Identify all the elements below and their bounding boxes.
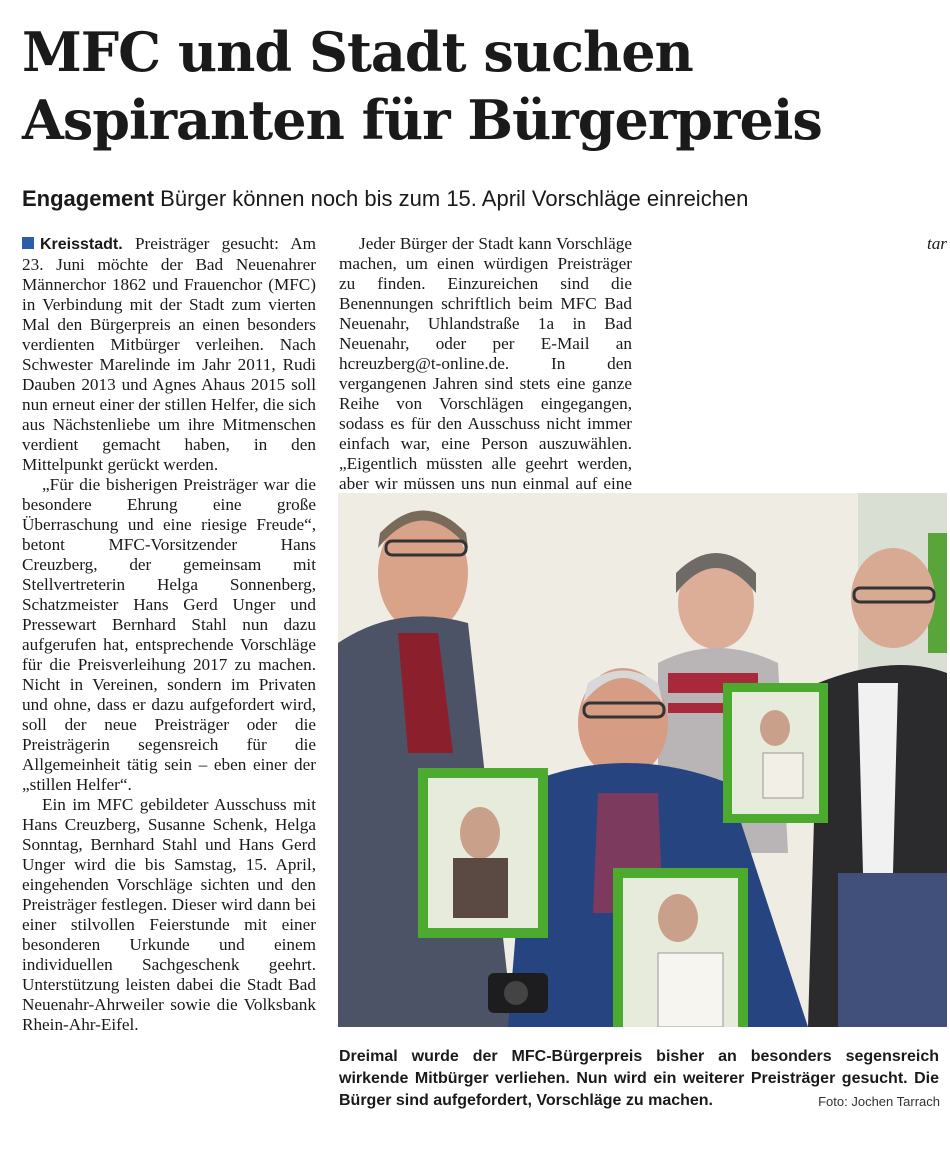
kicker: Engagement xyxy=(22,186,155,211)
headline-line-2: Aspiranten für Bürgerpreis xyxy=(22,88,822,152)
article-photo xyxy=(338,493,947,1027)
paragraph-3 xyxy=(22,795,316,1035)
photo-illustration xyxy=(338,493,947,1027)
paragraph-3-text: Ein im MFC gebildeter Ausschuss mit Hans Creuzberg, Susanne Schenk, Helga Sonntag, Bernhard Stahl und Hans Gerd Unger wird die bis Samstag, 15. April, eingehenden Vorschläge sichten und den Preisträger festlegen. Dieser wird dann bei einer stilvollen Feierstunde mit einer besonderen Urkunde und einem individuellen Sachgeschenk geehrt. Unterstützung leisten dabei die Stadt Bad Neuenahr-Ahrweiler sowie die Volksbank Rhein-Ahr-Eifel. xyxy=(22,795,316,1034)
dateline: Kreisstadt. xyxy=(40,236,123,253)
paragraph-1-text: Preisträger gesucht: Am 23. Juni möchte der Bad Neuenahrer Männerchor 1862 und Frauenchor (MFC) in Verbindung mit der Stadt zum vierten Mal den Bürgerpreis an einen besonders verdienten Mitbürger verleihen. Nach Schwester Marelinde im Jahr 2011, Rudi Dauben 2013 und Agnes Ahaus 2015 soll nun erneut einer der stillen Helfer, die sich aus Nächstenliebe um ihre Mitmenschen verdient gemacht haben, in den Mittelpunkt gerückt werden. xyxy=(22,234,317,474)
photo-credit: Foto: Jochen Tarrach xyxy=(818,1094,940,1109)
author-initials: tar xyxy=(926,234,947,253)
paragraph-1 xyxy=(22,234,316,475)
paragraph-2: „Für die bisherigen Preisträger war die besondere Ehrung eine große Überraschung und eine riesige Freude“, betont MFC-Vorsitzender Hans Creuzberg, der gemeinsam mit Stellvertreterin Helga Sonnenberg, Schatzmeister Hans Gerd Unger und Pressewart Bernhard Stahl nun dazu aufgerufen hat, entsprechende Vorschläge für die Preisverleihung 2017 zu machen. Nicht in Vereinen, sondern im Privaten und ohne, dass er dazu aufgefordert wird, soll der neue Preisträger oder die Preisträgerin segensreich für die Allgemeinheit tätig sein – eben einer der „stillen Helfer“. xyxy=(22,475,316,794)
dateline-square-icon xyxy=(22,237,34,249)
subheadline xyxy=(22,184,932,214)
paragraph-4: Jeder Bürger der Stadt kann Vorschläge machen, um einen würdigen Preisträger zu finden. Einzureichen sind die Benennungen schriftlich beim MFC Bad Neuenahr, Uhlandstraße 1a in Bad Neuenahr, oder per E-Mail an hcreuzberg@t-online.de. In den vergangenen Jahren sind stets eine ganze Reihe von Vorschlägen eingegangen, sodass es für den Ausschuss nicht immer einfach war, eine Person auszuwählen. „Eigentlich müssten alle geehrt werden, aber wir müssen uns nun einmal auf eine xyxy=(339,234,632,493)
subheadline-text: Bürger können noch bis zum 15. April Vorschläge einreichen xyxy=(160,186,749,211)
article-column-2 xyxy=(339,234,632,514)
headline xyxy=(22,18,932,154)
article-column-1 xyxy=(22,234,316,1035)
photo-caption: Dreimal wurde der MFC-Bürgerpreis bisher an besonders segensreich wirkende Mitbürger verliehen. Nun wird ein weiterer Preisträger gesucht. Die Bürger sind aufgefordert, Vorschläge zu machen. xyxy=(339,1048,939,1109)
article-column-3 xyxy=(655,234,947,254)
headline-line-1: MFC und Stadt suchen xyxy=(22,20,693,84)
